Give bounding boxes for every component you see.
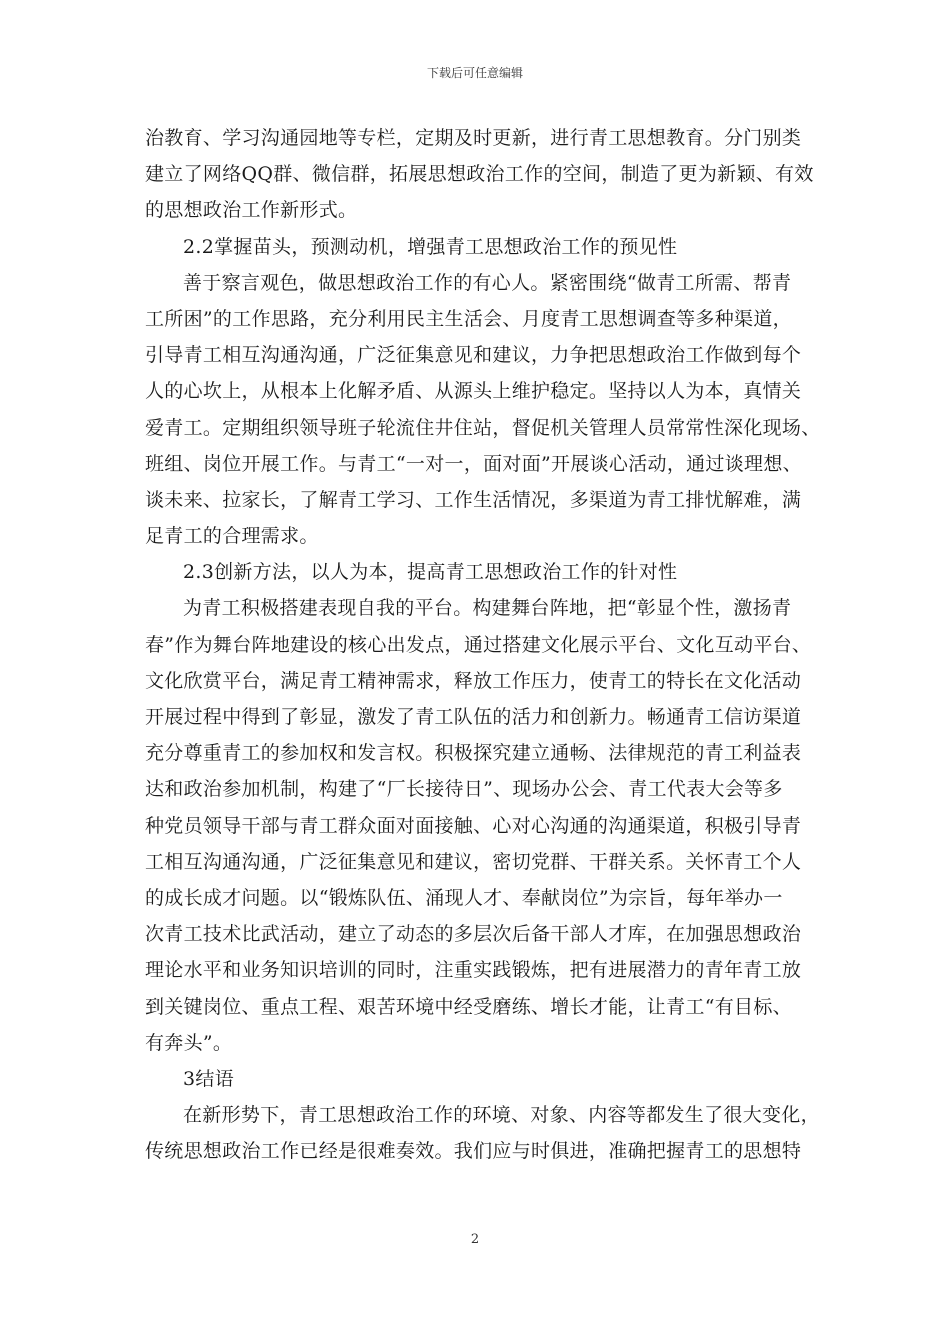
text-line: 工所困”的工作思路，充分利用民主生活会、月度青工思想调查等多种渠道， [145,307,792,330]
page-header: 下载后可任意编辑 [426,66,523,80]
text-line: 文化欣赏平台，满足青工精神需求，释放工作压力，使青工的特长在文化活动 [145,669,802,692]
text-line: 春”作为舞台阵地建设的核心出发点，通过搭建文化展示平台、文化互动平台、 [145,633,812,656]
text-line: 传统思想政治工作已经是很难奏效。我们应与时俱进，准确把握青工的思想特 [145,1140,802,1163]
document-body [145,120,821,1169]
text-line: 的思想政治工作新形式。 [145,199,358,222]
text-line: 有奔头”。 [145,1031,233,1054]
text-line: 治教育、学习沟通园地等专栏，定期及时更新，进行青工思想教育。分门别类 [145,127,802,149]
text-line: 理论水平和业务知识培训的同时，注重实践锻炼，把有进展潜力的青年青工放 [145,959,802,982]
text-line: 开展过程中得到了彰显，激发了青工队伍的活力和创新力。畅通青工信访渠道 [145,706,802,728]
text-line: 人的心坎上，从根本上化解矛盾、从源头上维护稳定。坚持以人为本，真情关 [145,380,802,403]
text-line: 3结语 [183,1067,234,1090]
text-line: 的成长成才问题。以“锻炼队伍、涌现人才、奉献岗位”为宗旨，每年举办一 [145,886,783,909]
text-line: 到关键岗位、重点工程、艰苦环境中经受磨练、增长才能，让青工“有目标、 [145,995,792,1018]
text-line: 在新形势下，青工思想政治工作的环境、对象、内容等都发生了很大变化， [183,1104,820,1127]
page-number: 2 [470,1232,480,1247]
text-line: 充分尊重青工的参加权和发言权。积极探究建立通畅、法律规范的青工利益表 [145,742,802,765]
text-line: 次青工技术比武活动，建立了动态的多层次后备干部人才库，在加强思想政治 [145,923,802,946]
text-line: 2.3创新方法，以人为本，提高青工思想政治工作的针对性 [183,561,678,584]
text-line: 爱青工。定期组织领导班子轮流住井住站，督促机关管理人员常常性深化现场、 [145,416,821,439]
text-line: 为青工积极搭建表现自我的平台。构建舞台阵地，把“彰显个性，激扬青 [183,597,792,620]
text-line: 班组、岗位开展工作。与青工“一对一，面对面”开展谈心活动，通过谈理想、 [145,452,802,475]
text-line: 2.2掌握苗头，预测动机，增强青工思想政治工作的预见性 [183,235,678,258]
text-line: 引导青工相互沟通沟通，广泛征集意见和建议，力争把思想政治工作做到每个 [145,344,802,367]
text-line: 种党员领导干部与青工群众面对面接触、心对心沟通的沟通渠道，积极引导青 [145,814,802,837]
text-line: 足青工的合理需求。 [145,525,319,548]
text-line: 善于察言观色，做思想政治工作的有心人。紧密围绕“做青工所需、帮青 [183,271,792,294]
text-line: 工相互沟通沟通，广泛征集意见和建议，密切党群、干群关系。关怀青工个人 [145,850,802,873]
text-line: 建立了网络QQ群、微信群，拓展思想政治工作的空间，制造了更为新颖、有效 [145,163,814,186]
text-line: 达和政治参加机制，构建了“厂长接待日”、现场办公会、青工代表大会等多 [145,778,783,801]
text-line: 谈未来、拉家长，了解青工学习、工作生活情况，多渠道为青工排忧解难，满 [145,488,802,511]
